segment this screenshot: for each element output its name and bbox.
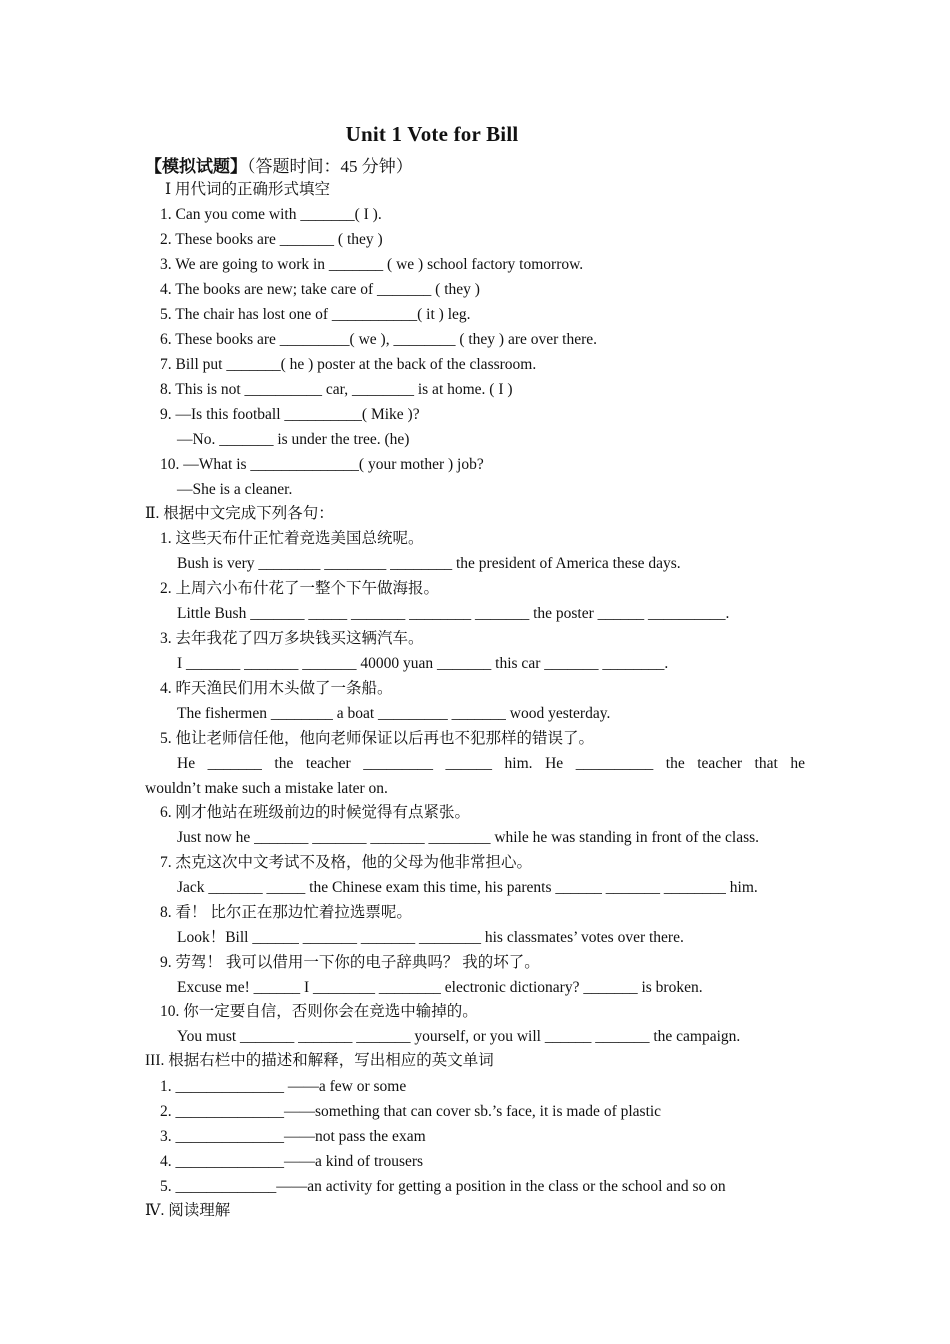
word: teacher <box>305 755 351 772</box>
question-line: 2. These books are _______ ( they ) <box>160 231 383 248</box>
word: He <box>545 755 564 772</box>
blank: _______ <box>207 755 262 772</box>
word: that <box>754 755 778 772</box>
blank: __________ <box>575 755 654 772</box>
question-line: 3. We are going to work in _______ ( we ) school factory tomorrow. <box>160 256 584 273</box>
word: He <box>177 755 196 772</box>
word: the <box>665 755 685 772</box>
chinese-prompt: 1. 这些天布什正忙着竞选美国总统呢。 <box>160 530 424 547</box>
chinese-prompt: 4. 昨天渔民们用木头做了一条船。 <box>160 680 393 697</box>
section-2-heading: Ⅱ. 根据中文完成下列各句： <box>145 505 334 522</box>
exam-header <box>145 152 413 177</box>
vocab-line: 2. ______________——something that can cover sb.’s face, it is made of plastic <box>160 1103 662 1120</box>
question-line: 4. The books are new; take care of _______ ( they ) <box>160 281 480 298</box>
english-sentence: Excuse me! ______ I ________ ________ electronic dictionary? _______ is broken. <box>177 979 703 996</box>
exam-time: （答题时间：45 分钟） <box>247 157 413 176</box>
question-line: 6. These books are _________( we ), ________ ( they ) are over there. <box>160 331 598 348</box>
english-sentence: Jack _______ _____ the Chinese exam this time, his parents ______ _______ ________ him. <box>177 879 758 896</box>
word: him. <box>504 755 533 772</box>
english-sentence: I _______ _______ _______ 40000 yuan _______ this car _______ ________. <box>177 655 669 672</box>
english-sentence-continued: wouldn’t make such a mistake later on. <box>145 780 388 797</box>
question-line: 1. Can you come with _______( I ). <box>160 206 382 223</box>
chinese-prompt: 7. 杰克这次中文考试不及格，他的父母为他非常担心。 <box>160 854 533 871</box>
question-line: 9. —Is this football __________( Mike )? <box>160 406 420 423</box>
chinese-prompt: 6. 刚才他站在班级前边的时候觉得有点紧张。 <box>160 804 471 821</box>
word: the <box>274 755 294 772</box>
english-sentence: You must _______ _______ _______ yourself, or you will ______ _______ the campaign. <box>177 1028 741 1045</box>
question-line: 5. The chair has lost one of ___________( it ) leg. <box>160 306 471 323</box>
english-sentence: Little Bush _______ _____ _______ ________ _______ the poster ______ __________. <box>177 605 730 622</box>
section-1-heading: Ⅰ 用代词的正确形式填空 <box>165 181 330 198</box>
document-title: Unit 1 Vote for Bill <box>345 122 519 146</box>
question-line: 10. —What is ______________( your mother ) job? <box>160 456 484 473</box>
section-3-heading: III. 根据右栏中的描述和解释，写出相应的英文单词 <box>145 1052 494 1069</box>
chinese-prompt: 10. 你一定要自信，否则你会在竞选中输掉的。 <box>160 1003 478 1020</box>
english-sentence: Look！Bill ______ _______ _______ ________ his classmates’ votes over there. <box>177 929 684 946</box>
english-sentence: The fishermen ________ a boat _________ _______ wood yesterday. <box>177 705 611 722</box>
vocab-line: 3. ______________——not pass the exam <box>160 1128 426 1145</box>
english-sentence: Bush is very ________ ________ ________ the president of America these days. <box>177 555 681 572</box>
vocab-line: 1. ______________ ——a few or some <box>160 1078 407 1095</box>
answer-line: —No. _______ is under the tree. (he) <box>177 431 410 448</box>
chinese-prompt: 8. 看！ 比尔正在那边忙着拉选票呢。 <box>160 904 412 921</box>
chinese-prompt: 2. 上周六小布什花了一整个下午做海报。 <box>160 580 440 597</box>
answer-line: —She is a cleaner. <box>177 481 293 498</box>
word: teacher <box>697 755 742 772</box>
section-4-heading: Ⅳ. 阅读理解 <box>145 1202 231 1219</box>
vocab-line: 5. _____________——an activity for getting a position in the class or the school and so on <box>160 1178 726 1195</box>
blank: _________ <box>363 755 433 772</box>
vocab-line: 4. ______________——a kind of trousers <box>160 1153 424 1170</box>
chinese-prompt: 3. 去年我花了四万多块钱买这辆汽车。 <box>160 630 424 647</box>
word: he <box>790 755 805 772</box>
english-sentence: Just now he _______ _______ _______ ________ while he was standing in front of the class. <box>177 829 760 846</box>
blank: ______ <box>445 755 492 772</box>
question-line: 7. Bill put _______( he ) poster at the back of the classroom. <box>160 356 537 373</box>
exam-label: 【模拟试题】 <box>145 157 247 176</box>
english-sentence-justified <box>177 754 805 774</box>
question-line: 8. This is not __________ car, ________ is at home. ( I ) <box>160 381 513 398</box>
chinese-prompt: 5. 他让老师信任他，他向老师保证以后再也不犯那样的错误了。 <box>160 730 595 747</box>
chinese-prompt: 9. 劳驾！ 我可以借用一下你的电子辞典吗？ 我的坏了。 <box>160 954 540 971</box>
